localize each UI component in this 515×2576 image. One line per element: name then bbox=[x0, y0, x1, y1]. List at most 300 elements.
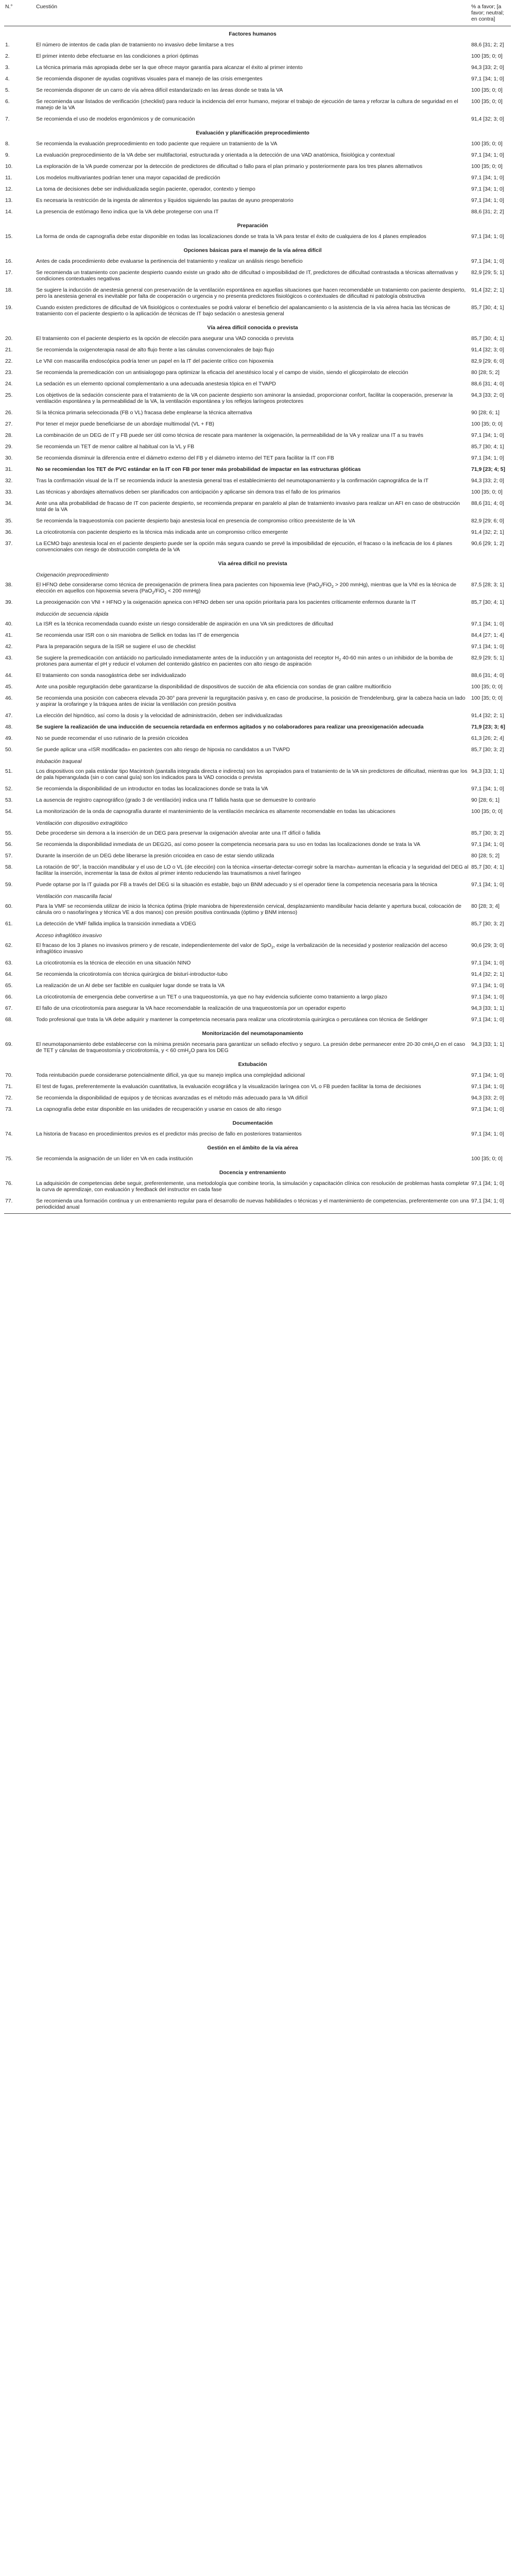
section-title: Extubación bbox=[238, 1062, 267, 1067]
row-percent: 90 [28; 6; 1] bbox=[471, 798, 500, 803]
row-question: Se recomienda un TET de menor calibre al habitual con la VL y FB bbox=[36, 444, 195, 450]
row-percent: 97,1 [34; 1; 0] bbox=[471, 455, 504, 461]
row-question: El número de intentos de cada plan de tratamiento no invasivo debe limitarse a tres bbox=[36, 42, 234, 48]
row-percent: 97,1 [34; 1; 0] bbox=[471, 234, 504, 240]
row-question: El tratamiento con el paciente despierto es la opción de elección para asegurar una VAD conocida o prevista bbox=[36, 336, 294, 342]
row-percent bbox=[470, 218, 511, 231]
row-number: 17. bbox=[5, 270, 13, 276]
row-percent: 97,1 [34; 1; 0] bbox=[471, 175, 504, 181]
row-question: La elección del hipnótico, así como la dosis y la velocidad de administración, deben ser individualizadas bbox=[36, 713, 283, 719]
row-question: Cuando existen predictores de dificultad de VA fisiológicos o contextuales se podrá valorar el beneficio del apalancamiento o la asistencia de la vía aérea hacia las técnicas de tratamiento con el paciente despierto o la aplicación de técnicas de IT bajo sedación o anestesia general bbox=[36, 305, 451, 317]
row-percent: 100 [35; 0; 0] bbox=[471, 809, 503, 815]
row-question: El tratamiento con sonda nasogástrica debe ser individualizado bbox=[36, 673, 186, 679]
row-percent: 100 [35; 0; 0] bbox=[471, 421, 503, 427]
section-title: Ventilación con dispositivo extraglótico bbox=[36, 821, 128, 826]
table-row bbox=[4, 1070, 511, 1081]
row-number: 11. bbox=[5, 175, 12, 181]
row-percent: 90,6 [29; 1; 2] bbox=[471, 541, 504, 547]
row-percent: 82,9 [29; 6; 0] bbox=[471, 518, 504, 524]
row-percent: 97,1 [34; 1; 0] bbox=[471, 960, 504, 966]
row-question: La preoxigenación con VNI + HFNO y la oxigenación apneica con HFNO deben ser una opción prioritaria para los pacientes críticamente enfermos durante la IT bbox=[36, 600, 416, 605]
row-number: 42. bbox=[5, 644, 13, 650]
row-number bbox=[4, 26, 35, 40]
row-number: 53. bbox=[5, 798, 13, 803]
row-number: 8. bbox=[5, 141, 10, 147]
table-row bbox=[4, 919, 511, 930]
row-percent: 88,6 [31; 2; 2] bbox=[471, 42, 504, 48]
row-question: Para la VMF se recomienda utilizar de inicio la técnica óptima (triple maniobra de hiperextensión cervical, desplazamiento mandibular hacia delante y apertura bucal, colocación de cánula oro o nasofaríngea y técnica VE a dos manos) con presión positiva continuada (óptimo y BNM intenso) bbox=[36, 904, 461, 916]
row-percent bbox=[470, 243, 511, 256]
row-number: 49. bbox=[5, 736, 13, 741]
table-row bbox=[4, 722, 511, 733]
row-percent: 97,1 [34; 1; 0] bbox=[471, 152, 504, 158]
row-number: 4. bbox=[5, 76, 10, 82]
row-number: 20. bbox=[5, 336, 13, 342]
section-header-row bbox=[4, 1165, 511, 1178]
section-title: Oxigenación preprocedimiento bbox=[36, 572, 109, 578]
table-row bbox=[4, 670, 511, 682]
row-question: Se recomienda la disponibilidad de un introductor en todas las localizaciones donde se trata la VA bbox=[36, 786, 268, 792]
row-percent: 97,1 [34; 1; 0] bbox=[471, 1107, 504, 1112]
table-row bbox=[4, 150, 511, 161]
section-title: Evaluación y planificación preprocedimiento bbox=[196, 130, 310, 136]
row-question: Antes de cada procedimiento debe evaluarse la pertinencia del tratamiento y realizar un análisis riesgo beneficio bbox=[36, 259, 303, 264]
row-question: Durante la inserción de un DEG debe liberarse la presión cricoidea en caso de estar siendo utilizada bbox=[36, 853, 274, 859]
table-row bbox=[4, 828, 511, 839]
row-number: 9. bbox=[5, 152, 10, 158]
row-percent bbox=[470, 320, 511, 333]
row-number: 62. bbox=[5, 943, 13, 948]
row-question: Los dispositivos con pala estándar tipo Macintosh (pantalla integrada directa e indirecta) son los apropiados para el tratamiento de la VA sin predictores de dificultad, mientras que los de pala hiperangulada (sin o con canal guía) son los indicados para la VAD conocida o prevista bbox=[36, 769, 468, 781]
row-number: 24. bbox=[5, 381, 13, 387]
row-number: 34. bbox=[5, 501, 13, 506]
table-row bbox=[4, 139, 511, 150]
row-percent: 82,9 [29; 5; 1] bbox=[471, 655, 504, 661]
row-question: La adquisición de competencias debe seguir, preferentemente, una metodología que combine teoría, la simulación y capacitación clínica con resolución de problemas hasta completar la curva de aprendizaje, con evaluación y feedback del instructor en cada fase bbox=[36, 1181, 469, 1193]
section-header-row bbox=[4, 243, 511, 256]
table-row bbox=[4, 161, 511, 173]
table-row bbox=[4, 682, 511, 693]
row-percent: 90,6 [29; 3; 0] bbox=[471, 943, 504, 948]
row-question: La cricotirotomía de emergencia debe convertirse a un TET o una traqueostomía, ya que no hay evidencia suficiente como tratamiento a largo plazo bbox=[36, 994, 387, 1000]
row-question: Los objetivos de la sedación consciente para el tratamiento de la VA con paciente despierto son aminorar la ansiedad, proporcionar confort, facilitar la cooperación, preservar la ventilación espontánea y la permeabilidad de la VA, la ventilación espontánea y los reflejos laríngeos protectores bbox=[36, 393, 453, 404]
row-percent: 97,1 [34; 1; 0] bbox=[471, 644, 504, 650]
row-percent: 88,6 [31; 2; 2] bbox=[471, 209, 504, 215]
row-question: Se recomienda la traqueostomía con paciente despierto bajo anestesia local en presencia de compromiso crítico preexistente de la VA bbox=[36, 518, 355, 524]
row-percent: 88,6 [31; 4; 0] bbox=[471, 673, 504, 679]
table-row bbox=[4, 1154, 511, 1165]
row-question: La cricotirotomía con paciente despierto es la técnica más indicada ante un compromiso crítico emergente bbox=[36, 530, 288, 535]
row-number: 35. bbox=[5, 518, 13, 524]
row-question: Se sugiere la premedicación con antiácido no particulado inmediatamente antes de la inducción y un antagonista del receptor $H_2$ 40-60 min antes o un inhibidor de la bomba de protones para aumentar el pH y reducir el volumen del contenido gástrico en pacientes con alto riesgo de aspiración bbox=[36, 655, 453, 667]
table-row bbox=[4, 1003, 511, 1014]
row-percent: 80 [28; 3; 4] bbox=[471, 904, 500, 909]
section-title: Acceso infraglótico invasivo bbox=[36, 933, 102, 939]
row-percent: 97,1 [34; 1; 0] bbox=[471, 433, 504, 438]
row-question: El HFNO debe considerarse como técnica de preoxigenación de primera línea para pacientes con hipoxemia leve (PaO$_2$/FiO$_2$ > 200 mmHg), mientras que la VNI es la técnica de elección en aquellos con hipoxemia severa (PaO$_2$/FiO$_2$ < 200 mmHg) bbox=[36, 582, 457, 596]
row-percent: 100 [35; 0; 0] bbox=[471, 99, 503, 105]
row-number: 45. bbox=[5, 684, 13, 690]
row-number: 37. bbox=[5, 541, 13, 547]
row-question: No se recomiendan los TET de PVC estándar en la IT con FB por tener más probabilidad de impactar en las estructuras glóticas bbox=[36, 467, 361, 472]
row-number: 14. bbox=[5, 209, 13, 215]
section-title: Preparación bbox=[237, 223, 268, 229]
row-number bbox=[4, 608, 35, 619]
row-number: 5. bbox=[5, 88, 10, 93]
table-row bbox=[4, 806, 511, 818]
row-question: Ante una alta probabilidad de fracaso de IT con paciente despierto, se recomienda preparar en paralelo al plan de tratamiento invasivo para realizar un AFI en caso de obstrucción total de la VA bbox=[36, 501, 460, 513]
table-row bbox=[4, 114, 511, 125]
row-percent bbox=[470, 930, 511, 940]
row-question: Se recomienda usar ISR con o sin maniobra de Sellick en todas las IT de emergencia bbox=[36, 633, 239, 638]
table-row bbox=[4, 267, 511, 285]
row-percent: 97,1 [34; 1; 0] bbox=[471, 187, 504, 192]
row-percent: 71,9 [23; 4; 5] bbox=[471, 467, 505, 472]
row-number bbox=[4, 569, 35, 580]
row-percent: 94,3 [33; 1; 1] bbox=[471, 1006, 504, 1011]
row-percent: 91,4 [32; 3; 0] bbox=[471, 347, 504, 353]
row-percent bbox=[470, 569, 511, 580]
row-question: La monitorización de la onda de capnografía durante el mantenimiento de la ventilación mecánica es altamente recomendable en todas las ubicaciones bbox=[36, 809, 396, 815]
row-number bbox=[4, 891, 35, 901]
row-percent: 100 [35; 0; 0] bbox=[471, 1156, 503, 1162]
row-percent: 85,7 [30; 4; 1] bbox=[471, 305, 504, 311]
row-number: 30. bbox=[5, 455, 13, 461]
row-number: 75. bbox=[5, 1156, 13, 1162]
table-row bbox=[4, 630, 511, 641]
row-percent: 94,3 [33; 2; 0] bbox=[471, 393, 504, 398]
table-row bbox=[4, 476, 511, 487]
row-question: La cricotirotomía es la técnica de elección en una situación NINO bbox=[36, 960, 191, 966]
row-number: 52. bbox=[5, 786, 13, 792]
section-header-row bbox=[4, 556, 511, 569]
row-number bbox=[4, 125, 35, 139]
row-percent: 80 [28; 5; 2] bbox=[471, 370, 500, 376]
table-row bbox=[4, 516, 511, 527]
row-percent: 90 [28; 6; 1] bbox=[471, 410, 500, 416]
row-question: El fallo de una cricotirotomía para asegurar la VA hace recomendable la realización de una traqueostomía por un operador experto bbox=[36, 1006, 346, 1011]
row-question: Por tener el mejor puede beneficiarse de un abordaje multimodal (VL + FB) bbox=[36, 421, 214, 427]
row-percent: 97,1 [34; 1; 0] bbox=[471, 882, 504, 888]
row-percent: 91,4 [32; 2; 1] bbox=[471, 287, 504, 293]
table-row bbox=[4, 580, 511, 597]
row-number: 50. bbox=[5, 747, 13, 753]
row-number bbox=[4, 320, 35, 333]
row-percent: 91,4 [32; 2; 1] bbox=[471, 713, 504, 719]
section-header-row bbox=[4, 26, 511, 40]
row-percent bbox=[470, 1026, 511, 1039]
row-question: Se recomienda la oxigenoterapia nasal de alto flujo frente a las cánulas convencionales de bajo flujo bbox=[36, 347, 274, 353]
row-question: El primer intento debe efectuarse en las condiciones a priori óptimas bbox=[36, 54, 199, 59]
row-question: La detección de VMF fallida implica la transición inmediata a VDEG bbox=[36, 921, 196, 927]
section-title: Docencia y entrenamiento bbox=[219, 1170, 286, 1176]
row-number: 69. bbox=[5, 1042, 13, 1047]
header-number: N.° bbox=[4, 3, 35, 26]
row-number: 58. bbox=[5, 865, 13, 870]
row-question: El neumotaponamiento debe establecerse con la mínima presión necesaria para garantizar un sellado efectivo y seguro. La presión debe permanecer entre 20-30 cmH$_2$O en el caso de TET y cánulas de traqueostomía y cricotirotomía, y < 60 cmH$_2$O para los DEG bbox=[36, 1042, 466, 1055]
row-number: 15. bbox=[5, 234, 13, 240]
table-row bbox=[4, 851, 511, 862]
table-row bbox=[4, 1039, 511, 1057]
row-question: El test de fugas, preferentemente la evaluación cuantitativa, la evaluación ecográfica y la visualización laríngea con VL o FB pueden facilitar la toma de decisiones bbox=[36, 1084, 421, 1090]
subsection-header-row bbox=[4, 569, 511, 580]
row-number: 28. bbox=[5, 433, 13, 438]
row-number: 44. bbox=[5, 673, 13, 679]
row-question: Los modelos multivariantes podrían tener una mayor capacidad de predicción bbox=[36, 175, 220, 181]
section-header-row bbox=[4, 320, 511, 333]
row-percent bbox=[470, 1165, 511, 1178]
row-percent: 100 [35; 0; 0] bbox=[471, 164, 503, 170]
row-percent: 97,1 [34; 1; 0] bbox=[471, 786, 504, 792]
row-number: 23. bbox=[5, 370, 13, 376]
row-question: Se sugiere la inducción de anestesia general con preservación de la ventilación espontánea en aquellas situaciones que hacen recomendable un tratamiento con paciente despierto, pero la anestesia general es inevitable por falta de cooperación o urgencia y no presenta predictores fisiológicos o contextuales de dificultad ni patología obstructiva bbox=[36, 287, 466, 299]
section-header-row bbox=[4, 1026, 511, 1039]
row-question: Si la técnica primaria seleccionada (FB o VL) fracasa debe emplearse la técnica alternativa bbox=[36, 410, 252, 416]
row-question: Le VNI con mascarilla endoscópica podría tener un papel en la IT del paciente crítico con hipoxemia bbox=[36, 359, 273, 364]
row-percent: 97,1 [34; 1; 0] bbox=[471, 842, 504, 848]
table-row bbox=[4, 207, 511, 218]
table-row bbox=[4, 453, 511, 464]
row-number: 36. bbox=[5, 530, 13, 535]
row-question: Se recomienda un tratamiento con paciente despierto cuando existe un grado alto de dificultad o imposibilidad de IT, predictores de dificultad contrastada a técnicas alternativas y condiciones contextuales negativas bbox=[36, 270, 458, 282]
row-percent: 97,1 [34; 1; 0] bbox=[471, 1073, 504, 1078]
section-header-row bbox=[4, 218, 511, 231]
row-percent: 100 [35; 0; 0] bbox=[471, 696, 503, 701]
row-number: 25. bbox=[5, 393, 13, 398]
table-row bbox=[4, 1014, 511, 1026]
row-percent: 94,3 [33; 1; 1] bbox=[471, 769, 504, 774]
header-percent-in-favor: % a favor; [a favor; neutral; en contra] bbox=[470, 3, 511, 26]
row-number: 19. bbox=[5, 305, 13, 311]
section-title: Documentación bbox=[232, 1121, 273, 1126]
table-row bbox=[4, 51, 511, 62]
table-row bbox=[4, 744, 511, 756]
table-row bbox=[4, 256, 511, 267]
row-question: Se recomienda disponer de ayudas cognitivas visuales para el manejo de las crisis emergentes bbox=[36, 76, 263, 82]
row-question: La realización de un AI debe ser factible en cualquier lugar donde se trata la VA bbox=[36, 983, 225, 989]
row-percent: 85,7 [30; 4; 1] bbox=[471, 336, 504, 342]
table-row bbox=[4, 619, 511, 630]
row-number: 33. bbox=[5, 489, 13, 495]
row-percent: 85,7 [30; 3; 2] bbox=[471, 921, 504, 927]
section-title: Factores humanos bbox=[229, 31, 277, 37]
row-percent: 88,6 [31; 4; 0] bbox=[471, 381, 504, 387]
row-question: Se puede aplicar una «ISR modificada» en pacientes con alto riesgo de hipoxia no candidatos a un TVAPD bbox=[36, 747, 290, 753]
row-percent: 100 [35; 0; 0] bbox=[471, 141, 503, 147]
row-percent bbox=[470, 818, 511, 828]
row-percent bbox=[470, 756, 511, 766]
table-row bbox=[4, 710, 511, 722]
row-question: Se recomienda la cricotirotomía con técnica quirúrgica de bisturí-introductor-tubo bbox=[36, 972, 228, 977]
row-question: La capnografía debe estar disponible en las unidades de recuperación y usarse en casos de alto riesgo bbox=[36, 1107, 281, 1112]
row-number bbox=[4, 1140, 35, 1154]
table-row bbox=[4, 367, 511, 379]
row-number: 3. bbox=[5, 65, 10, 71]
row-question: Las técnicas y abordajes alternativos deben ser planificados con anticipación y aplicarse sin demora tras el fallo de los primarios bbox=[36, 489, 340, 495]
row-number: 51. bbox=[5, 769, 13, 774]
table-row bbox=[4, 74, 511, 85]
row-question: La toma de decisiones debe ser individualizada según paciente, operador, contexto y tiempo bbox=[36, 187, 255, 192]
row-percent: 97,1 [34; 1; 0] bbox=[471, 259, 504, 264]
row-percent bbox=[470, 1115, 511, 1129]
row-number: 76. bbox=[5, 1181, 13, 1187]
table-row bbox=[4, 464, 511, 476]
row-number: 22. bbox=[5, 359, 13, 364]
row-question: La ISR es la técnica recomendada cuando existe un riesgo considerable de aspiración en una VA sin predictores de dificultad bbox=[36, 621, 333, 627]
row-percent: 100 [35; 0; 0] bbox=[471, 684, 503, 690]
row-question: Se recomienda el uso de modelos ergonómicos y de comunicación bbox=[36, 116, 195, 122]
section-header-row bbox=[4, 1140, 511, 1154]
table-row bbox=[4, 901, 511, 919]
subsection-header-row bbox=[4, 818, 511, 828]
row-percent: 91,4 [32; 2; 1] bbox=[471, 530, 504, 535]
table-row bbox=[4, 862, 511, 879]
table-row bbox=[4, 940, 511, 958]
table-row bbox=[4, 173, 511, 184]
row-question: La combinación de un DEG de IT y FB puede ser útil como técnica de rescate para mantener la oxigenación, la permeabilidad de la VA y realizar una IT a su través bbox=[36, 433, 424, 438]
subsection-header-row bbox=[4, 930, 511, 940]
row-question: La ausencia de registro capnográfico (grado 3 de ventilación) indica una IT fallida hasta que se demuestre lo contrario bbox=[36, 798, 316, 803]
row-percent bbox=[470, 891, 511, 901]
row-number bbox=[4, 556, 35, 569]
row-number: 6. bbox=[5, 99, 10, 105]
table-row bbox=[4, 333, 511, 345]
row-percent: 94,3 [33; 2; 0] bbox=[471, 1095, 504, 1101]
table-row bbox=[4, 302, 511, 320]
row-question: La técnica primaria más apropiada debe ser la que ofrece mayor garantía para alcanzar el éxito al primer intento bbox=[36, 65, 303, 71]
header-question: Cuestión bbox=[35, 3, 470, 26]
row-percent bbox=[470, 556, 511, 569]
table-row bbox=[4, 1196, 511, 1214]
row-percent: 100 [35; 0; 0] bbox=[471, 489, 503, 495]
row-question: Toda reintubación puede considerarse potencialmente difícil, ya que su manejo implica una complejidad adicional bbox=[36, 1073, 305, 1078]
row-number: 13. bbox=[5, 198, 13, 204]
row-percent: 85,7 [30; 4; 1] bbox=[471, 600, 504, 605]
table-row bbox=[4, 85, 511, 96]
table-header-row bbox=[4, 3, 511, 26]
section-header-row bbox=[4, 125, 511, 139]
row-percent: 84,4 [27; 1; 4] bbox=[471, 633, 504, 638]
table-row bbox=[4, 40, 511, 51]
row-question: Debe procederse sin demora a la inserción de un DEG para preservar la oxigenación alveolar ante una IT difícil o fallida bbox=[36, 831, 320, 836]
row-question: Se recomienda la disponibilidad de equipos y de técnicas avanzadas es el método más adecuado para la VA difícil bbox=[36, 1095, 308, 1101]
row-percent: 97,1 [34; 1; 0] bbox=[471, 621, 504, 627]
row-number bbox=[4, 756, 35, 766]
subsection-header-row bbox=[4, 891, 511, 901]
row-number: 68. bbox=[5, 1017, 13, 1023]
table-row bbox=[4, 1178, 511, 1196]
table-row bbox=[4, 733, 511, 744]
row-number: 59. bbox=[5, 882, 13, 888]
row-number: 29. bbox=[5, 444, 13, 450]
row-question: Se recomienda la disponibilidad inmediata de un DEG2G, así como poseer la competencia necesaria para su uso en todas las localizaciones donde se trata la VA bbox=[36, 842, 421, 848]
row-question: La historia de fracaso en procedimientos previos es el predictor más preciso de fallo en posteriores tratamientos bbox=[36, 1131, 302, 1137]
table-row bbox=[4, 538, 511, 556]
table-row bbox=[4, 527, 511, 538]
table-row bbox=[4, 442, 511, 453]
row-question: Se recomienda disminuir la diferencia entre el diámetro externo del FB y el diámetro interno del TET para facilitar la IT con FB bbox=[36, 455, 334, 461]
table-row bbox=[4, 345, 511, 356]
row-percent: 91,4 [32; 2; 1] bbox=[471, 972, 504, 977]
section-title: Monitorización del neumotaponamiento bbox=[202, 1031, 303, 1037]
row-percent: 85,7 [30; 3; 2] bbox=[471, 747, 504, 753]
table-row bbox=[4, 980, 511, 992]
row-number: 40. bbox=[5, 621, 13, 627]
row-question: La rotación de 90°, la tracción mandibular y el uso de LO o VL (de elección) con la técnica «insertar-detectar-corregir sobre la marcha» aumentan la eficacia y la seguridad del DEG al facilitar la inserción, incrementar la tasa de éxitos al primer intento reduciendo las traumatismos a nivel faríngeo bbox=[36, 865, 469, 876]
row-number bbox=[4, 1115, 35, 1129]
row-number: 16. bbox=[5, 259, 13, 264]
row-percent: 85,7 [30; 4; 1] bbox=[471, 865, 504, 870]
table-body bbox=[4, 26, 511, 1214]
row-question: La sedación es un elemento opcional complementario a una adecuada anestesia tópica en el TVAPD bbox=[36, 381, 276, 387]
row-number: 21. bbox=[5, 347, 13, 353]
row-percent: 80 [28; 5; 2] bbox=[471, 853, 500, 859]
row-percent: 100 [35; 0; 0] bbox=[471, 54, 503, 59]
row-question: Se recomienda la premedicación con un antisialogogo para optimizar la eficacia del anestésico local y el campo de visión, siendo el glicopirrolato de elección bbox=[36, 370, 408, 376]
section-title: Vía aérea difícil no prevista bbox=[218, 561, 287, 567]
row-number: 56. bbox=[5, 842, 13, 848]
row-percent bbox=[470, 26, 511, 40]
table-row bbox=[4, 62, 511, 74]
row-number: 38. bbox=[5, 582, 13, 588]
table-row bbox=[4, 231, 511, 243]
row-question: No se puede recomendar el uso rutinario de la presión cricoidea bbox=[36, 736, 188, 741]
row-question: Para la preparación segura de la ISR se sugiere el uso de checklist bbox=[36, 644, 196, 650]
table-row bbox=[4, 766, 511, 784]
table-row bbox=[4, 184, 511, 195]
table-row bbox=[4, 195, 511, 207]
row-percent bbox=[470, 1140, 511, 1154]
row-percent: 94,3 [33; 2; 0] bbox=[471, 65, 504, 71]
row-number: 2. bbox=[5, 54, 10, 59]
section-title: Opciones básicas para el manejo de la vía aérea difícil bbox=[183, 248, 322, 253]
row-number: 10. bbox=[5, 164, 13, 170]
row-percent: 97,1 [34; 1; 0] bbox=[471, 1084, 504, 1090]
table-row bbox=[4, 653, 511, 670]
row-number: 27. bbox=[5, 421, 13, 427]
row-number bbox=[4, 1165, 35, 1178]
table-row bbox=[4, 96, 511, 114]
row-percent: 85,7 [30; 3; 2] bbox=[471, 831, 504, 836]
row-question: Ante una posible regurgitación debe garantizarse la disponibilidad de dispositivos de succión de alta eficiencia con sondas de gran calibre multiorificio bbox=[36, 684, 391, 690]
row-percent: 97,1 [34; 1; 0] bbox=[471, 198, 504, 204]
row-percent: 82,9 [29; 6; 0] bbox=[471, 359, 504, 364]
row-number bbox=[4, 1026, 35, 1039]
row-number: 32. bbox=[5, 478, 13, 484]
table-row bbox=[4, 419, 511, 430]
subsection-header-row bbox=[4, 756, 511, 766]
row-number: 7. bbox=[5, 116, 10, 122]
row-number: 65. bbox=[5, 983, 13, 989]
row-number: 60. bbox=[5, 904, 13, 909]
row-number: 71. bbox=[5, 1084, 13, 1090]
row-percent: 91,4 [32; 3; 0] bbox=[471, 116, 504, 122]
row-question: El fracaso de los 3 planes no invasivos primero y de rescate, independientemente del valor de SpO$_2$, exige la verbalización de la necesidad y posterior realización del acceso infraglótico invasivo bbox=[36, 943, 448, 955]
row-question: La ECMO bajo anestesia local en el paciente despierto puede ser la opción más segura cuando se prevé la imposibilidad de ejecución, el fracaso o la ineficacia de los 4 planes convencionales con riesgo de obstrucción completa de la VA bbox=[36, 541, 453, 553]
table-row bbox=[4, 1093, 511, 1104]
row-number: 66. bbox=[5, 994, 13, 1000]
row-number: 1. bbox=[5, 42, 10, 48]
row-percent: 97,1 [34; 1; 0] bbox=[471, 1181, 504, 1187]
row-number: 55. bbox=[5, 831, 13, 836]
table-row bbox=[4, 795, 511, 806]
row-question: Todo profesional que trata la VA debe adquirir y mantener la competencia necesaria para realizar una cricotirotomía quirúrgica o percutánea con técnica de Seldinger bbox=[36, 1017, 428, 1023]
row-question: La presencia de estómago lleno indica que la VA debe protegerse con una IT bbox=[36, 209, 219, 215]
table-row bbox=[4, 1104, 511, 1115]
row-question: Se recomienda disponer de un carro de vía aérea difícil estandarizado en las áreas donde se trata la VA bbox=[36, 88, 283, 93]
row-question: Se recomienda la evaluación preprocedimiento en todo paciente que requiere un tratamiento de la VA bbox=[36, 141, 278, 147]
table-row bbox=[4, 498, 511, 516]
